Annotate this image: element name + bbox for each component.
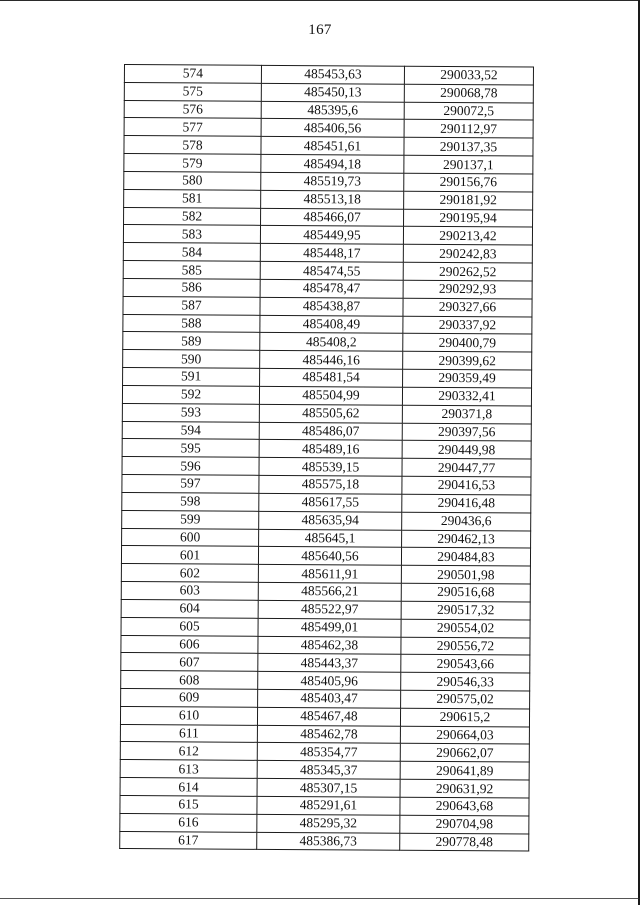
y-coordinate-cell: 290262,52 [403,262,532,281]
point-number-cell: 600 [122,528,259,547]
point-number-cell: 593 [122,403,259,422]
y-coordinate-cell: 290400,79 [403,334,532,353]
point-number-cell: 580 [124,171,261,190]
point-number-cell: 579 [124,154,261,173]
point-number-cell: 589 [123,332,260,351]
coordinates-table [119,64,534,852]
table-row [121,653,530,673]
y-coordinate-cell: 290072,5 [404,102,533,121]
y-coordinate-cell: 290543,66 [401,655,530,674]
y-coordinate-cell: 290631,92 [400,779,529,798]
x-coordinate-cell: 485499,01 [258,618,401,637]
point-number-cell: 583 [123,225,260,244]
point-number-cell: 609 [121,688,258,707]
table-row [124,65,533,85]
x-coordinate-cell: 485611,91 [258,565,401,584]
x-coordinate-cell: 485575,18 [259,475,402,494]
point-number-cell: 604 [121,599,258,618]
table-row [121,546,530,566]
y-coordinate-cell: 290662,07 [400,744,529,763]
table-row [122,492,531,512]
y-coordinate-cell: 290359,49 [403,369,532,388]
x-coordinate-cell: 485489,16 [259,440,402,459]
x-coordinate-cell: 485448,17 [260,244,403,263]
y-coordinate-cell: 290195,94 [404,209,533,228]
y-coordinate-cell: 290213,42 [403,227,532,246]
y-coordinate-cell: 290575,02 [401,690,530,709]
table-row [124,100,533,120]
y-coordinate-cell: 290643,68 [400,797,529,816]
y-coordinate-cell: 290156,76 [404,173,533,192]
x-coordinate-cell: 485505,62 [259,404,402,423]
table-row [123,350,532,370]
point-number-cell: 602 [121,564,258,583]
point-number-cell: 611 [120,724,257,743]
scan-bottom-edge [0,898,640,899]
y-coordinate-cell: 290501,98 [401,565,530,584]
y-coordinate-cell: 290462,13 [402,530,531,549]
point-number-cell: 587 [123,296,260,315]
table-row [120,778,529,798]
point-number-cell: 616 [120,813,257,832]
table-row [123,368,532,388]
table-row [121,671,530,691]
point-number-cell: 614 [120,778,257,797]
y-coordinate-cell: 290517,32 [401,601,530,620]
table-row [124,118,533,138]
x-coordinate-cell: 485451,61 [261,137,404,156]
table-row [120,760,529,780]
y-coordinate-cell: 290615,2 [400,708,529,727]
x-coordinate-cell: 485449,95 [260,226,403,245]
point-number-cell: 597 [122,475,259,494]
y-coordinate-cell: 290292,93 [403,280,532,299]
point-number-cell: 612 [120,742,257,761]
y-coordinate-cell: 290447,77 [402,458,531,477]
table-row [120,724,529,744]
table-row [123,225,532,245]
point-number-cell: 595 [122,439,259,458]
point-number-cell: 584 [123,243,260,262]
y-coordinate-cell: 290704,98 [400,815,529,834]
point-number-cell: 606 [121,635,258,654]
table-row [120,795,529,815]
y-coordinate-cell: 290068,78 [404,84,533,103]
point-number-cell: 574 [124,65,261,84]
table-row [121,599,530,619]
x-coordinate-cell: 485519,73 [261,172,404,191]
x-coordinate-cell: 485522,97 [258,600,401,619]
point-number-cell: 607 [121,653,258,672]
x-coordinate-cell: 485403,47 [258,689,401,708]
x-coordinate-cell: 485453,63 [261,65,404,84]
table-row [121,635,530,655]
y-coordinate-cell: 290181,92 [404,191,533,210]
x-coordinate-cell: 485494,18 [261,154,404,173]
y-coordinate-cell: 290112,97 [404,120,533,139]
table-row [122,421,531,441]
x-coordinate-cell: 485504,99 [259,386,402,405]
x-coordinate-cell: 485438,87 [260,297,403,316]
x-coordinate-cell: 485408,49 [260,315,403,334]
table-row [123,314,532,334]
y-coordinate-cell: 290397,56 [402,423,531,442]
point-number-cell: 575 [124,82,261,101]
x-coordinate-cell: 485513,18 [261,190,404,209]
table-row [124,82,533,102]
x-coordinate-cell: 485307,15 [257,778,400,797]
table-row [122,439,531,459]
y-coordinate-cell: 290416,48 [402,494,531,513]
x-coordinate-cell: 485405,96 [258,671,401,690]
table-row [122,457,531,477]
point-number-cell: 588 [123,314,260,333]
table-row [122,385,531,405]
point-number-cell: 596 [122,457,259,476]
point-number-cell: 592 [122,385,259,404]
x-coordinate-cell: 485408,2 [260,333,403,352]
x-coordinate-cell: 485635,94 [259,511,402,530]
table-row [121,688,530,708]
coordinates-table-body [120,65,534,852]
y-coordinate-cell: 290641,89 [400,761,529,780]
point-number-cell: 615 [120,795,257,814]
y-coordinate-cell: 290664,03 [400,726,529,745]
point-number-cell: 585 [123,261,260,280]
x-coordinate-cell: 485443,37 [258,654,401,673]
point-number-cell: 577 [124,118,261,137]
table-row [124,136,533,156]
x-coordinate-cell: 485291,61 [257,796,400,815]
table-row [120,831,529,851]
x-coordinate-cell: 485539,15 [259,458,402,477]
y-coordinate-cell: 290778,48 [400,833,529,852]
table-row [124,189,533,209]
table-row [123,261,532,281]
point-number-cell: 617 [120,831,257,850]
x-coordinate-cell: 485446,16 [260,351,403,370]
point-number-cell: 599 [122,510,259,529]
x-coordinate-cell: 485467,48 [257,707,400,726]
x-coordinate-cell: 485395,6 [261,101,404,120]
scan-top-edge [0,0,640,1]
point-number-cell: 598 [122,492,259,511]
table-row [120,813,529,833]
point-number-cell: 591 [123,368,260,387]
table-row [121,617,530,637]
y-coordinate-cell: 290554,02 [401,619,530,638]
table-row [122,403,531,423]
point-number-cell: 594 [122,421,259,440]
table-row [121,564,530,584]
x-coordinate-cell: 485462,78 [257,725,400,744]
y-coordinate-cell: 290416,53 [402,476,531,495]
table-row [122,528,531,548]
x-coordinate-cell: 485295,32 [257,814,400,833]
table-row [120,742,529,762]
y-coordinate-cell: 290327,66 [403,298,532,317]
table-row [122,475,531,495]
x-coordinate-cell: 485640,56 [258,547,401,566]
table-row [123,296,532,316]
y-coordinate-cell: 290137,1 [404,155,533,174]
y-coordinate-cell: 290449,98 [402,441,531,460]
x-coordinate-cell: 485386,73 [257,832,400,851]
x-coordinate-cell: 485481,54 [260,368,403,387]
y-coordinate-cell: 290484,83 [401,548,530,567]
point-number-cell: 581 [124,189,261,208]
table-row [122,510,531,530]
table-row [120,706,529,726]
y-coordinate-cell: 290033,52 [404,66,533,85]
y-coordinate-cell: 290516,68 [401,583,530,602]
point-number-cell: 610 [120,706,257,725]
y-coordinate-cell: 290371,8 [402,405,531,424]
x-coordinate-cell: 485486,07 [259,422,402,441]
point-number-cell: 586 [123,278,260,297]
point-number-cell: 576 [124,100,261,119]
table-row [123,243,532,263]
y-coordinate-cell: 290332,41 [402,387,531,406]
x-coordinate-cell: 485566,21 [258,582,401,601]
x-coordinate-cell: 485450,13 [261,83,404,102]
page-number: 167 [308,22,332,38]
table-row [124,171,533,191]
x-coordinate-cell: 485474,55 [260,261,403,280]
x-coordinate-cell: 485406,56 [261,119,404,138]
y-coordinate-cell: 290337,92 [403,316,532,335]
y-coordinate-cell: 290399,62 [403,351,532,370]
table-row [124,207,533,227]
x-coordinate-cell: 485617,55 [259,493,402,512]
point-number-cell: 601 [121,546,258,565]
point-number-cell: 608 [121,671,258,690]
y-coordinate-cell: 290546,33 [401,672,530,691]
point-number-cell: 590 [123,350,260,369]
point-number-cell: 582 [124,207,261,226]
table-row [123,278,532,298]
table-row [123,332,532,352]
x-coordinate-cell: 485466,07 [261,208,404,227]
y-coordinate-cell: 290556,72 [401,637,530,656]
x-coordinate-cell: 485462,38 [258,636,401,655]
y-coordinate-cell: 290137,35 [404,138,533,157]
point-number-cell: 613 [120,760,257,779]
point-number-cell: 605 [121,617,258,636]
point-number-cell: 603 [121,582,258,601]
x-coordinate-cell: 485345,37 [257,761,400,780]
table-row [124,154,533,174]
y-coordinate-cell: 290242,83 [403,244,532,263]
x-coordinate-cell: 485478,47 [260,279,403,298]
table-row [121,582,530,602]
point-number-cell: 578 [124,136,261,155]
x-coordinate-cell: 485354,77 [257,743,400,762]
x-coordinate-cell: 485645,1 [259,529,402,548]
y-coordinate-cell: 290436,6 [402,512,531,531]
